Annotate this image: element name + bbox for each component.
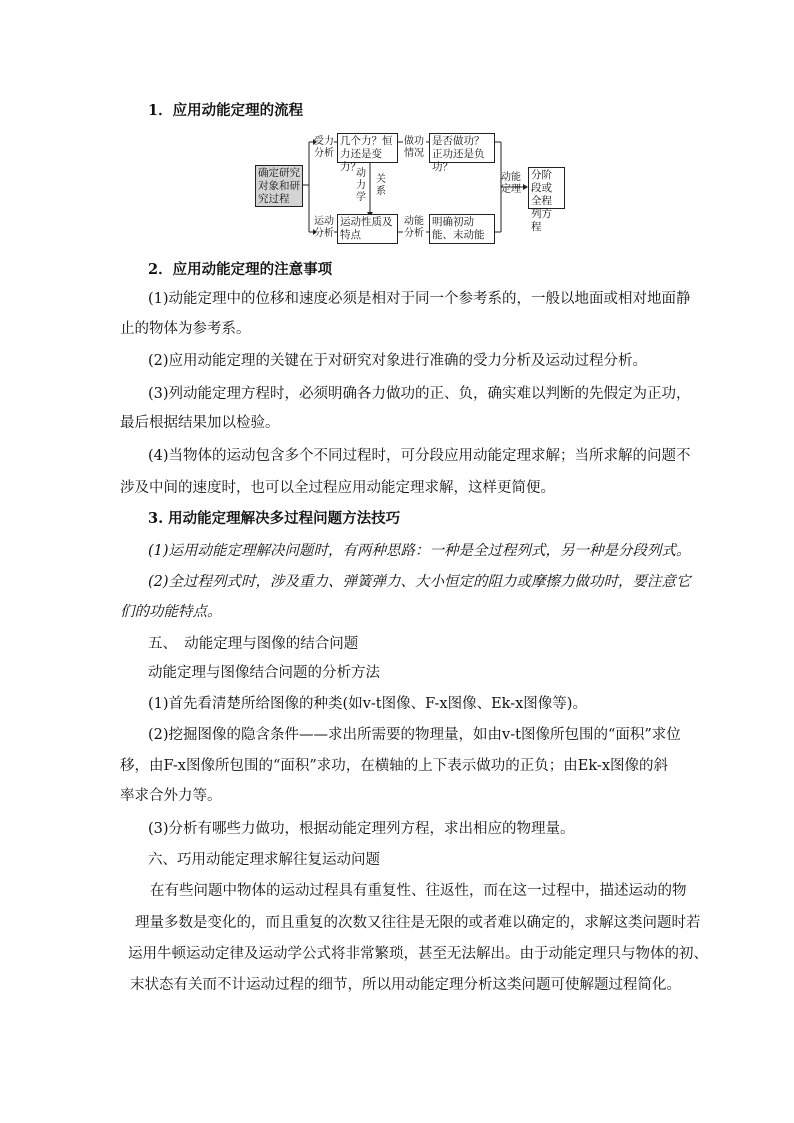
s6-line-4: 末状态有关而不计运动过程的细节，所以用动能定理分析这类问题可使解题过程简化。: [130, 977, 681, 993]
motion-box: 运动性质及特点: [337, 214, 398, 244]
relation-label: 关系: [376, 174, 386, 197]
section6-title: 六、巧用动能定理求解往复运动问题: [148, 852, 380, 868]
forces-box: 几个力？恒力还是变力？: [337, 133, 398, 163]
s5-line-1: (1)首先看清楚所给图像的种类(如v-t图像、F-x图像、Ek-x图像等)。: [148, 696, 587, 712]
s2-line-5: 最后根据结果加以检验。: [120, 415, 280, 431]
section3-title: 3. 用动能定理解决多过程问题方法技巧: [148, 510, 401, 527]
section1-title: 1．应用动能定理的流程: [148, 102, 304, 119]
s2-line-1: (1)动能定理中的位移和速度必须是相对于同一个参考系的，一般以地面或相对地面静: [148, 291, 691, 307]
theorem-label: 动能定理: [501, 172, 521, 195]
dynamics-label: 动力学: [356, 168, 366, 203]
s6-line-1: 在有些问题中物体的运动过程具有重复性、往返性，而在这一过程中，描述运动的物: [150, 883, 687, 899]
s3-line-1: (1)运用动能定理解决问题时，有两种思路：一种是全过程列式，另一种是分段列式。: [148, 543, 691, 559]
s5-line-4: 率求合外力等。: [120, 788, 222, 804]
s2-line-6: (4)当物体的运动包含多个不同过程时，可分段应用动能定理求解；当所求解的问题不: [148, 448, 691, 464]
s6-line-2: 理量多数是变化的，而且重复的次数又往往是无限的或者难以确定的，求解这类问题时若: [135, 915, 701, 931]
s2-line-4: (3)列动能定理方程时，必须明确各力做功的正、负，确实难以判断的先假定为正功，: [148, 386, 691, 402]
force-analysis-label: 受力分析: [314, 136, 334, 159]
section2-title: 2．应用动能定理的注意事项: [148, 261, 333, 278]
kinetic-box: 明确初动能、末动能: [429, 214, 495, 244]
s2-line-2: 止的物体为参考系。: [120, 321, 251, 337]
s5-line-5: (3)分析有哪些力做功，根据动能定理列方程，求出相应的物理量。: [148, 821, 575, 837]
work-sign-box: 是否做功？正功还是负功？: [429, 133, 495, 163]
s3-line-2: (2)全过程列式时，涉及重力、弹簧弹力、大小恒定的阻力或摩擦力做功时，要注意它: [148, 574, 691, 590]
work-condition-label: 做功情况: [404, 136, 424, 159]
section5-subtitle: 动能定理与图像结合问题的分析方法: [148, 665, 380, 681]
s2-line-7: 涉及中间的速度时，也可以全过程应用动能定理求解，这样更简便。: [120, 480, 555, 496]
start-box: 确定研究对象和研究过程: [255, 165, 303, 207]
s5-line-2: (2)挖掘图像的隐含条件——求出所需要的物理量，如由v-t图像所包围的“面积”求位: [148, 727, 681, 743]
s5-line-3: 移，由F-x图像所包围的“面积”求功，在横轴的上下表示做功的正负；由Ek-x图像的斜: [120, 758, 669, 774]
s3-line-3: 们的功能特点。: [120, 604, 222, 620]
s2-line-3: (2)应用动能定理的关键在于对研究对象进行准确的受力分析及运动过程分析。: [148, 353, 648, 369]
flow-diagram: [255, 132, 565, 250]
section5-title: 五、 动能定理与图像的结合问题: [148, 636, 359, 652]
s6-line-3: 运用牛顿运动定律及运动学公式将非常繁琐，甚至无法解出。由于动能定理只与物体的初、: [128, 946, 708, 962]
equation-box: 分阶段或全程列方程: [528, 167, 565, 209]
motion-analysis-label: 运动分析: [314, 216, 334, 239]
kinetic-analysis-label: 动能分析: [404, 216, 424, 239]
